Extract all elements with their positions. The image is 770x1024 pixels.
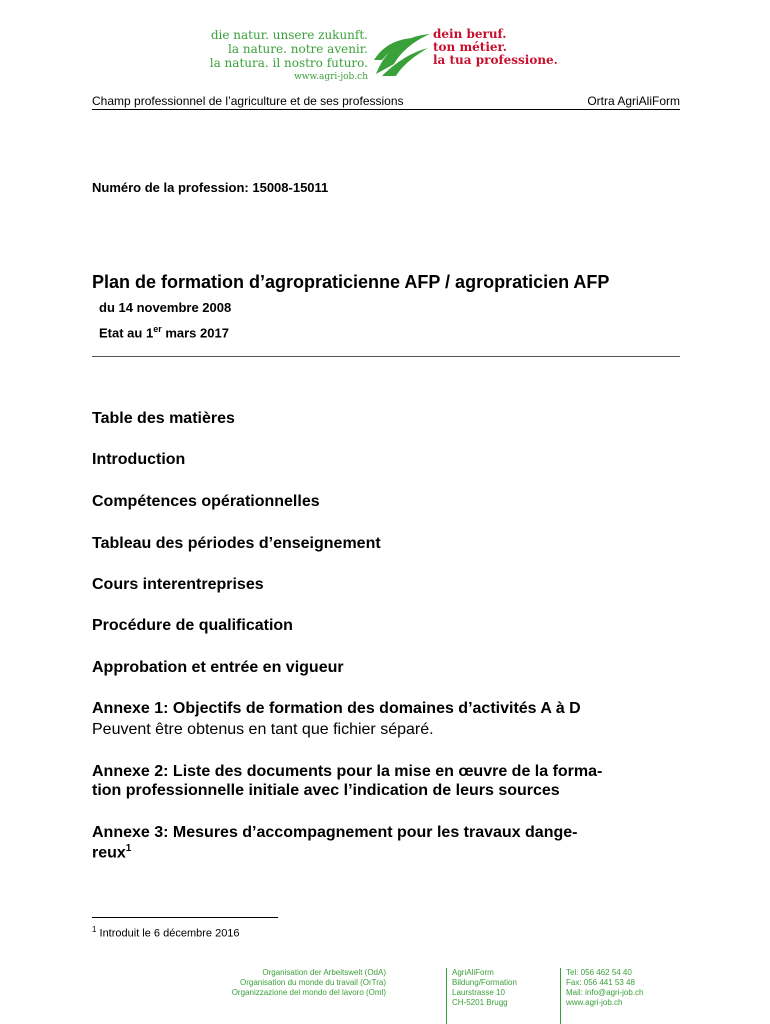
footer-line: Organisation der Arbeitswelt (OdA) bbox=[262, 968, 386, 977]
footnote bbox=[92, 925, 240, 940]
footnote-divider bbox=[92, 917, 278, 918]
toc-item: Annexe 1: Objectifs de formation des domaines d’activités A à D bbox=[92, 700, 581, 717]
document-date: du 14 novembre 2008 bbox=[99, 300, 232, 315]
toc-item: Compétences opérationnelles bbox=[92, 493, 320, 510]
toc-annex2-line: tion professionnelle initiale avec l’indication de leurs sources bbox=[92, 782, 560, 799]
footnote-text: Introduit le 6 décembre 2016 bbox=[96, 927, 240, 940]
logo-slogan-line: la tua professione. bbox=[433, 53, 558, 67]
toc-annex1-note: Peuvent être obtenus en tant que fichier séparé. bbox=[92, 721, 434, 738]
footnote-reference: 1 bbox=[125, 843, 132, 854]
footer-line: www.agri-job.ch bbox=[566, 998, 623, 1007]
footer-address bbox=[452, 968, 517, 1008]
footer-line: Tel: 056 462 54 40 bbox=[566, 968, 632, 977]
logo-slogan-line: dein beruf. bbox=[433, 27, 507, 41]
toc-annex3-text: reux bbox=[92, 844, 126, 862]
footer-organisation bbox=[232, 968, 386, 998]
logo-slogan-line: die natur. unsere zukunft. bbox=[210, 28, 368, 42]
footer-divider bbox=[560, 968, 561, 1024]
footer-divider bbox=[446, 968, 447, 1024]
logo-slogan-right bbox=[433, 28, 558, 67]
toc-heading: Table des matières bbox=[92, 410, 235, 427]
state-superscript: er bbox=[153, 324, 162, 334]
footer-line: Organizzazione del mondo del lavoro (Oml) bbox=[231, 988, 386, 997]
toc-item: Cours interentreprises bbox=[92, 576, 264, 593]
footer-line: CH-5201 Brugg bbox=[452, 998, 508, 1007]
toc-annex3-line: Annexe 3: Mesures d’accompagnement pour les travaux dange- bbox=[92, 824, 578, 841]
toc-item: Approbation et entrée en vigueur bbox=[92, 659, 344, 676]
footer-line: Organisation du monde du travail (OrTra) bbox=[240, 978, 386, 987]
logo-website: www.agri-job.ch bbox=[294, 72, 368, 82]
toc-annex3-line bbox=[92, 843, 131, 862]
logo-slogan-left bbox=[210, 28, 368, 84]
footnote-mark: 1 bbox=[92, 925, 97, 934]
logo-leaf-icon bbox=[372, 30, 432, 78]
footer-line: Fax: 056 441 53 48 bbox=[566, 978, 635, 987]
header-right-text: Ortra AgriAliForm bbox=[587, 94, 680, 108]
state-prefix: Etat au 1 bbox=[99, 325, 154, 341]
toc-annex2-line: Annexe 2: Liste des documents pour la mise en œuvre de la forma- bbox=[92, 763, 603, 780]
title-divider bbox=[92, 356, 680, 357]
logo-slogan-line: la nature. notre avenir. bbox=[228, 42, 368, 56]
footer-line: AgriAliForm bbox=[452, 968, 494, 977]
footer-line: Laurstrasse 10 bbox=[452, 988, 505, 997]
toc-item: Tableau des périodes d’enseignement bbox=[92, 535, 381, 552]
logo-slogan-line: la natura. il nostro futuro. bbox=[209, 56, 368, 70]
document-state bbox=[99, 324, 229, 340]
state-suffix: mars 2017 bbox=[161, 325, 229, 341]
footer-line: Mail: info@agri-job.ch bbox=[566, 988, 644, 997]
toc-item: Procédure de qualification bbox=[92, 617, 293, 634]
page-header bbox=[92, 93, 680, 110]
footer-contact bbox=[566, 968, 643, 1008]
toc-item: Introduction bbox=[92, 451, 186, 468]
document-title: Plan de formation d’agropraticienne AFP / agropraticien AFP bbox=[92, 272, 610, 292]
header-left-text: Champ professionnel de l’agriculture et de ses professions bbox=[92, 94, 404, 108]
logo-slogan-line: ton métier. bbox=[433, 40, 507, 54]
profession-number: Numéro de la profession: 15008-15011 bbox=[92, 180, 329, 195]
footer-line: Bildung/Formation bbox=[452, 978, 517, 987]
